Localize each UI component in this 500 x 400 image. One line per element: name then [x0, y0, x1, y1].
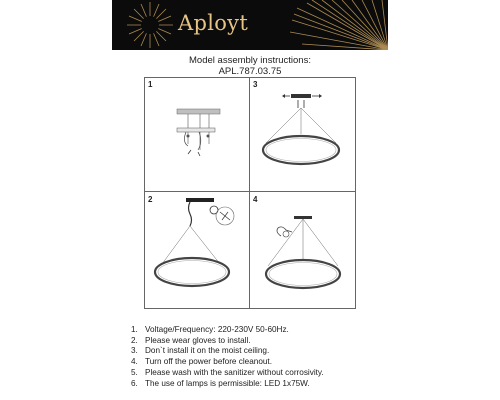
step-3-illustration: [254, 88, 352, 188]
brand-banner: [112, 0, 388, 50]
step-label-2: 2: [148, 195, 153, 204]
step-1-illustration: [150, 92, 245, 187]
grid-divider-vertical: [249, 77, 250, 308]
grid-divider-horizontal: [144, 191, 355, 192]
brand-name: Aployt: [178, 11, 249, 35]
model-code: APL.787.03.75: [218, 66, 282, 77]
instruction-notes: [131, 325, 324, 389]
note-item: 2. Please wear gloves to install.: [131, 335, 251, 345]
note-item: 5. Please wash with the sanitizer without corrosivity.: [131, 367, 324, 377]
step-4-illustration: [254, 200, 352, 305]
note-item: 6. The use of lamps is permissible: LED 1x75W.: [131, 378, 310, 388]
step-label-4: 4: [253, 195, 258, 204]
instructions-title: Model assembly instructions:: [189, 55, 311, 66]
step-2-illustration: [150, 194, 248, 304]
step-label-3: 3: [253, 80, 258, 89]
note-item: 4. Turn off the power before cleanout.: [131, 357, 272, 367]
sun-rays: [112, 0, 388, 50]
note-item: 3. Don`t install it on the moist ceiling.: [131, 346, 270, 356]
note-item: 1. Voltage/Frequency: 220-230V 50-60Hz.: [131, 325, 289, 334]
step-label-1: 1: [148, 80, 153, 89]
fan-rays-decoration: [290, 0, 388, 50]
